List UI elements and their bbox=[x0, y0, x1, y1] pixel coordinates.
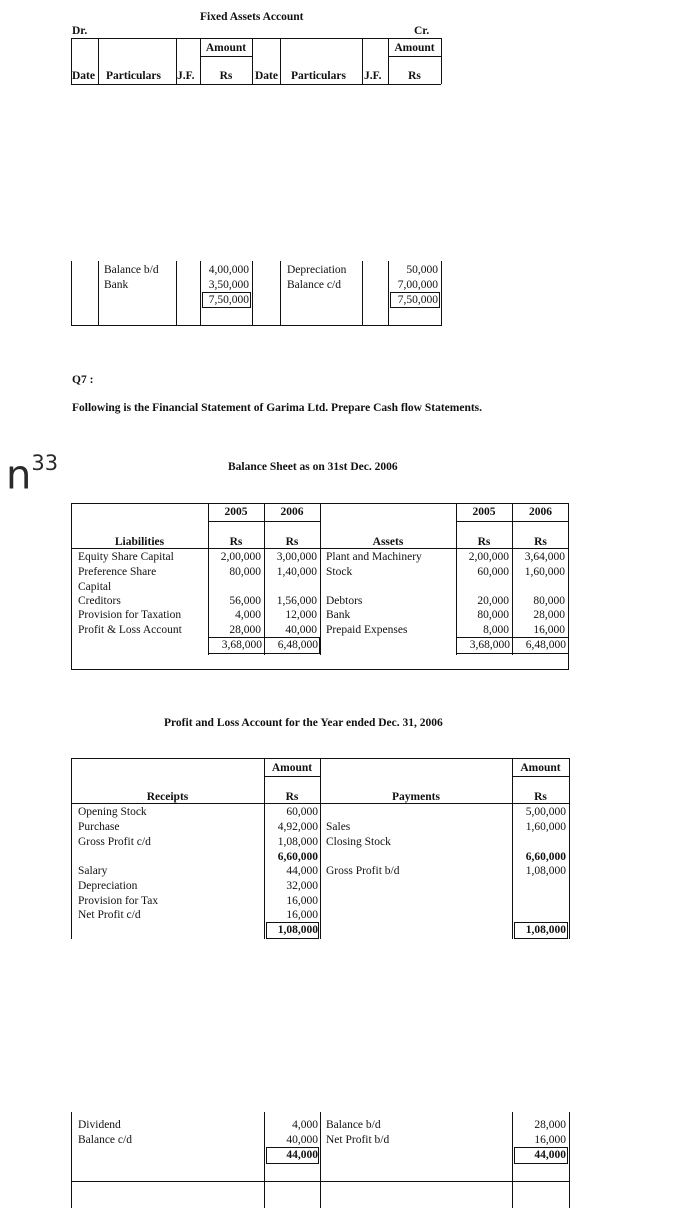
bs-asset: Plant and Machinery bbox=[326, 551, 422, 563]
fa-right-item: Balance c/d bbox=[287, 278, 341, 291]
ap-right-item: Net Profit b/d bbox=[326, 1134, 390, 1146]
fa-right-particulars bbox=[287, 263, 346, 292]
bs-liability: Equity Share Capital bbox=[78, 551, 174, 563]
fa-left-amount: 4,00,000 bbox=[208, 264, 249, 276]
pl-payment-amount: 1,60,000 bbox=[525, 821, 566, 833]
bs-asset: Debtors bbox=[326, 595, 363, 607]
bs-total-2006-right: 6,48,000 bbox=[525, 639, 566, 651]
bs-liability: Capital bbox=[78, 581, 112, 593]
bs-liab-2005: 4,000 bbox=[235, 609, 261, 621]
pl-payment: Gross Profit b/d bbox=[326, 865, 400, 877]
pl-receipt: Opening Stock bbox=[78, 806, 147, 818]
bs-asset: Bank bbox=[326, 609, 351, 621]
bs-liab-2006: 12,000 bbox=[285, 609, 317, 621]
bs-year-2005-left: 2005 bbox=[224, 506, 248, 518]
question-number: Q7 : bbox=[72, 374, 94, 386]
pl-receipt: Purchase bbox=[78, 821, 120, 833]
fa-amount-header-right: Amount bbox=[394, 42, 435, 54]
fa-right-amount: 7,00,000 bbox=[397, 278, 438, 291]
pl-receipts-head: Receipts bbox=[146, 791, 189, 803]
fixed-assets-title: Fixed Assets Account bbox=[200, 11, 304, 23]
profit-loss-title: Profit and Loss Account for the Year ended Dec. 31, 2006 bbox=[164, 717, 443, 729]
bs-liab-2005: 28,000 bbox=[229, 624, 261, 636]
bs-liab-2006: 1,40,000 bbox=[276, 566, 317, 578]
bs-asset-2006: 80,000 bbox=[533, 595, 565, 607]
ap-right-item: Balance b/d bbox=[326, 1119, 381, 1131]
fa-left-particulars bbox=[104, 263, 159, 292]
ap-left-amount: 40,000 bbox=[286, 1134, 318, 1146]
pl-receipt-amount: 16,000 bbox=[286, 909, 318, 921]
pl-payment-amount: 1,08,000 bbox=[525, 865, 566, 877]
bs-rs-head: Rs bbox=[534, 536, 547, 548]
fa-left-total: 7,50,000 bbox=[208, 294, 249, 306]
bs-asset-2005: 60,000 bbox=[477, 566, 509, 578]
bs-rs-head: Rs bbox=[285, 536, 299, 548]
pl-subtotal-left: 6,60,000 bbox=[277, 851, 318, 863]
bs-liab-2005: 80,000 bbox=[229, 566, 261, 578]
pl-subtotal-right: 6,60,000 bbox=[525, 851, 566, 863]
pl-receipt-amount: 4,92,000 bbox=[277, 821, 318, 833]
bs-total-2006-left: 6,48,000 bbox=[277, 639, 318, 651]
fa-left-amounts bbox=[200, 263, 249, 292]
bs-liab-2005: 2,00,000 bbox=[220, 551, 261, 563]
pl-receipt-amount: 16,000 bbox=[286, 895, 318, 907]
fa-right-amount: 50,000 bbox=[406, 264, 438, 276]
bs-liabilities-head: Liabilities bbox=[114, 536, 165, 548]
pl-amount-head-left: Amount bbox=[271, 762, 313, 774]
dr-label: Dr. bbox=[72, 25, 88, 37]
fa-particulars-header-left: Particulars bbox=[106, 70, 161, 82]
pl-receipt-amount: 60,000 bbox=[286, 806, 318, 818]
pl-payment: Closing Stock bbox=[326, 836, 391, 848]
bs-total-2005-right: 3,68,000 bbox=[469, 639, 510, 651]
bs-asset-2006: 1,60,000 bbox=[524, 566, 565, 578]
bs-asset: Stock bbox=[326, 566, 353, 578]
bs-liab-2006: 3,00,000 bbox=[276, 551, 317, 563]
bs-asset-2005: 20,000 bbox=[477, 595, 509, 607]
fa-date-header-left: Date bbox=[72, 70, 95, 82]
ap-right-amount: 16,000 bbox=[534, 1134, 566, 1146]
pl-amount-head-right: Amount bbox=[520, 762, 561, 774]
pl-receipt-amount: 1,08,000 bbox=[277, 836, 318, 848]
ap-left-item: Balance c/d bbox=[78, 1134, 132, 1146]
pl-receipt: Salary bbox=[78, 865, 108, 877]
bs-asset-2005: 80,000 bbox=[477, 609, 509, 621]
pl-receipt-amount: 32,000 bbox=[286, 880, 318, 892]
bs-year-2006-right: 2006 bbox=[529, 506, 552, 518]
pl-receipt: Net Profit c/d bbox=[78, 909, 141, 921]
bs-liability: Provision for Taxation bbox=[78, 609, 182, 621]
bs-year-2005-right: 2005 bbox=[472, 506, 496, 518]
pl-total-left: 1,08,000 bbox=[277, 924, 318, 936]
fa-left-item: Bank bbox=[104, 278, 129, 291]
pl-payments-head: Payments bbox=[392, 791, 440, 803]
bs-asset: Prepaid Expenses bbox=[326, 624, 408, 636]
bs-asset-2006: 28,000 bbox=[533, 609, 565, 621]
pl-rs-head: Rs bbox=[285, 791, 299, 803]
bs-liab-2005: 56,000 bbox=[229, 595, 261, 607]
ap-right-total: 44,000 bbox=[534, 1149, 566, 1161]
bs-liab-2006: 1,56,000 bbox=[276, 595, 317, 607]
fa-rs-header-left: Rs bbox=[219, 70, 233, 82]
bs-total-2005-left: 3,68,000 bbox=[221, 639, 262, 651]
ap-left-amount: 4,000 bbox=[292, 1119, 318, 1131]
margin-note: $n^{33}$ bbox=[6, 451, 59, 499]
ap-right-amount: 28,000 bbox=[534, 1119, 566, 1131]
pl-receipt-amount: 44,000 bbox=[286, 865, 318, 877]
cr-label: Cr. bbox=[414, 25, 430, 37]
pl-payment: Sales bbox=[326, 821, 351, 833]
fa-right-amounts bbox=[388, 263, 438, 292]
ap-left-item: Dividend bbox=[78, 1119, 121, 1131]
bs-asset-2005: 2,00,000 bbox=[468, 551, 509, 563]
bs-rs-head: Rs bbox=[229, 536, 243, 548]
bs-rs-head: Rs bbox=[477, 536, 491, 548]
fa-rs-header-right: Rs bbox=[408, 70, 421, 82]
bs-liability: Profit & Loss Account bbox=[78, 624, 182, 636]
bs-liab-2006: 40,000 bbox=[285, 624, 317, 636]
bs-asset-2006: 3,64,000 bbox=[524, 551, 565, 563]
fa-left-amount: 3,50,000 bbox=[208, 278, 249, 291]
pl-receipt: Gross Profit c/d bbox=[78, 836, 151, 848]
fa-left-item: Balance b/d bbox=[104, 264, 159, 276]
fa-jf-header-right: J.F. bbox=[364, 70, 382, 82]
bs-liability: Creditors bbox=[78, 595, 121, 607]
bs-year-2006-left: 2006 bbox=[280, 506, 304, 518]
pl-payment-amount: 5,00,000 bbox=[525, 806, 566, 818]
fa-jf-header-left: J.F. bbox=[177, 70, 195, 82]
fa-amount-header-left: Amount bbox=[205, 42, 247, 54]
balance-sheet-title: Balance Sheet as on 31st Dec. 2006 bbox=[228, 461, 398, 473]
bs-asset-2006: 16,000 bbox=[533, 624, 565, 636]
pl-rs-head: Rs bbox=[534, 791, 547, 803]
pl-receipt: Depreciation bbox=[78, 880, 138, 892]
pl-receipt: Provision for Tax bbox=[78, 895, 159, 907]
question-text: Following is the Financial Statement of Garima Ltd. Prepare Cash flow Statements. bbox=[72, 402, 483, 414]
fa-right-total: 7,50,000 bbox=[397, 294, 438, 306]
fa-date-header-right: Date bbox=[255, 70, 278, 82]
fa-right-item: Depreciation bbox=[287, 264, 347, 276]
bs-liability: Preference Share bbox=[78, 566, 157, 578]
bs-assets-head: Assets bbox=[372, 536, 404, 548]
bs-asset-2005: 8,000 bbox=[483, 624, 509, 636]
fa-particulars-header-right: Particulars bbox=[291, 70, 346, 82]
pl-total-right: 1,08,000 bbox=[525, 924, 566, 936]
ap-left-total: 44,000 bbox=[286, 1149, 318, 1161]
